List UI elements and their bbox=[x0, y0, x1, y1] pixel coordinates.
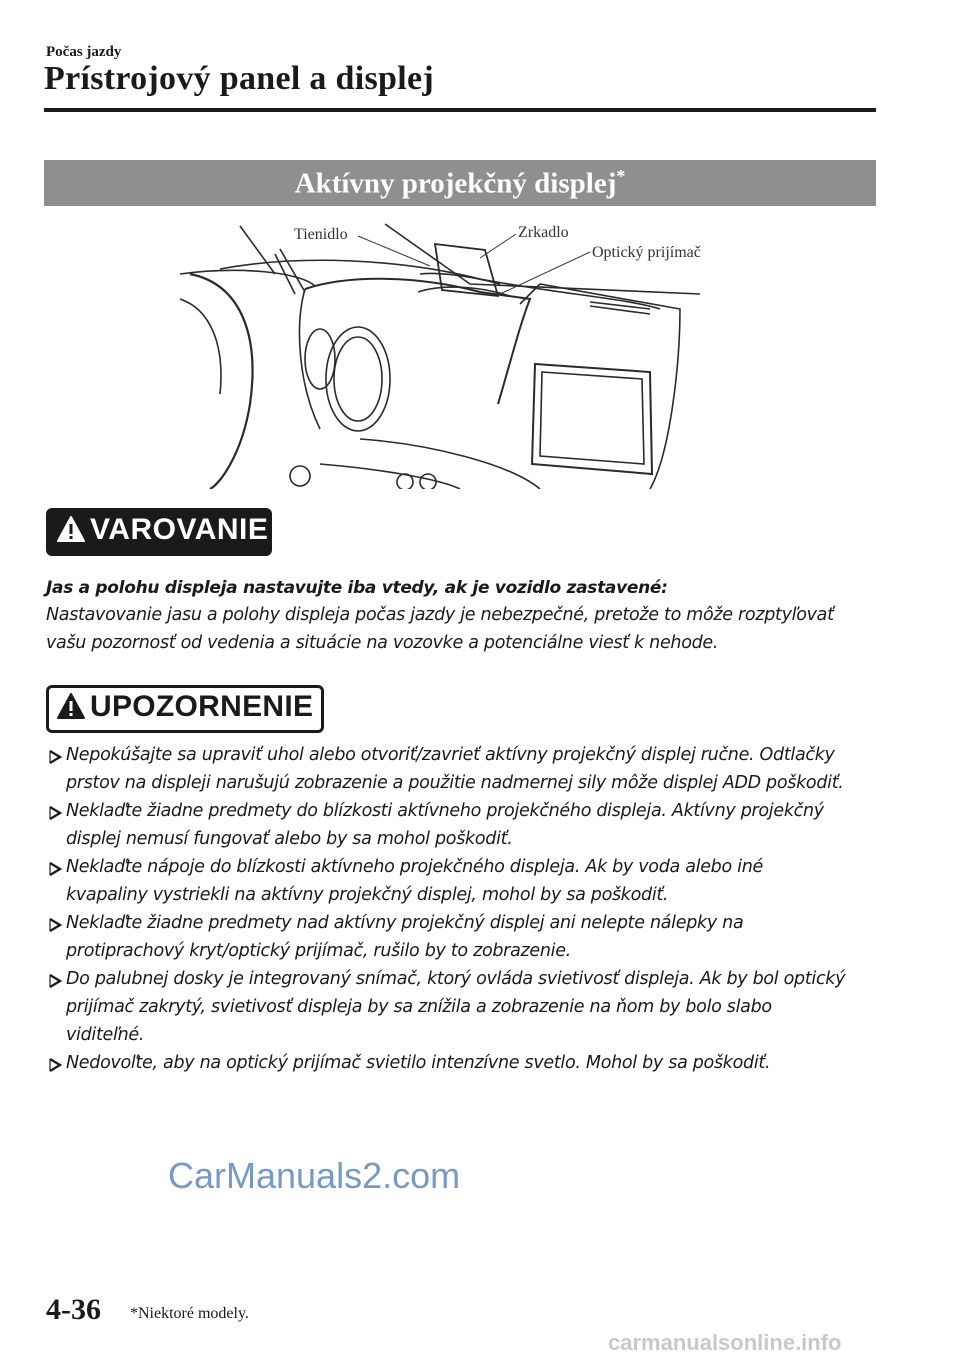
label-mirror: Zrkadlo bbox=[518, 224, 569, 241]
arrow-bullet-icon bbox=[48, 917, 62, 933]
label-shade: Tienidlo bbox=[294, 226, 348, 243]
label-optical-receiver: Optický prijímač bbox=[592, 244, 701, 261]
bullet-line: Neklaďte žiadne predmety nad aktívny projekčný displej ani nelepte nálepky na bbox=[66, 913, 744, 933]
bullet-line: Nepokúšajte sa upraviť uhol alebo otvoriť/zavrieť aktívny projekčný displej ručne. Odtlačky bbox=[66, 745, 835, 765]
bullet-line: Do palubnej dosky je integrovaný snímač, ktorý ovláda svietivosť displeja. Ak by bol optický bbox=[66, 969, 846, 989]
warning-badge bbox=[46, 508, 272, 556]
arrow-bullet-icon bbox=[48, 861, 62, 877]
bullet-line: displej nemusí fungovať alebo by sa mohol poškodiť. bbox=[66, 829, 513, 849]
breadcrumb: Počas jazdy bbox=[46, 44, 122, 60]
section-title-text: Aktívny projekčný displej bbox=[294, 167, 617, 200]
caution-label: UPOZORNENIE bbox=[90, 690, 314, 723]
page-title: Prístrojový panel a displej bbox=[44, 60, 434, 97]
title-divider bbox=[44, 108, 876, 112]
arrow-bullet-icon bbox=[48, 805, 62, 821]
caution-badge bbox=[46, 685, 324, 733]
bullet-line: Neklaďte nápoje do blízkosti aktívneho projekčného displeja. Ak by voda alebo iné bbox=[66, 857, 763, 877]
warning-text-line: Nastavovanie jasu a polohy displeja počas jazdy je nebezpečné, pretože to môže rozptyľovať bbox=[46, 605, 834, 625]
bullet-line: Neklaďte žiadne predmety do blízkosti aktívneho projekčného displeja. Aktívny projekčný bbox=[66, 801, 824, 821]
arrow-bullet-icon bbox=[48, 749, 62, 765]
dashboard-illustration bbox=[180, 214, 740, 489]
footnote: *Niektoré modely. bbox=[130, 1305, 249, 1322]
bullet-line: prstov na displeji narušujú zobrazenie a použitie nadmernej sily môže displej ADD poškodiť. bbox=[66, 773, 844, 793]
warning-text-line: vašu pozornosť od vedenia a situácie na vozovke a potenciálne viesť k nehode. bbox=[46, 633, 719, 653]
bullet-line: Nedovoľte, aby na optický prijímač svietilo intenzívne svetlo. Mohol by sa poškodiť. bbox=[66, 1053, 771, 1073]
bullet-line: protiprachový kryt/optický prijímač, rušilo by to zobrazenie. bbox=[66, 941, 571, 961]
section-title-asterisk: * bbox=[616, 166, 626, 186]
section-title bbox=[44, 166, 876, 201]
warning-triangle-icon bbox=[56, 515, 86, 543]
bullet-line: viditeľné. bbox=[66, 1025, 145, 1045]
warning-lead: Jas a polohu displeja nastavujte iba vtedy, ak je vozidlo zastavené: bbox=[46, 578, 668, 598]
arrow-bullet-icon bbox=[48, 1057, 62, 1073]
watermark-carmanuals2[interactable]: CarManuals2.com bbox=[168, 1155, 461, 1196]
page-number: 4-36 bbox=[46, 1293, 101, 1326]
section-header-bar bbox=[44, 160, 876, 206]
bullet-line: prijímač zakrytý, svietivosť displeja by sa znížila a zobrazenie na ňom by bolo slabo bbox=[66, 997, 772, 1017]
warning-label: VAROVANIE bbox=[90, 513, 269, 546]
caution-triangle-icon bbox=[56, 692, 86, 720]
watermark-carmanualsonline[interactable]: carmanualsonline.info bbox=[608, 1330, 842, 1355]
arrow-bullet-icon bbox=[48, 973, 62, 989]
bullet-line: kvapaliny vystriekli na aktívny projekčný displej, mohol by sa poškodiť. bbox=[66, 885, 669, 905]
